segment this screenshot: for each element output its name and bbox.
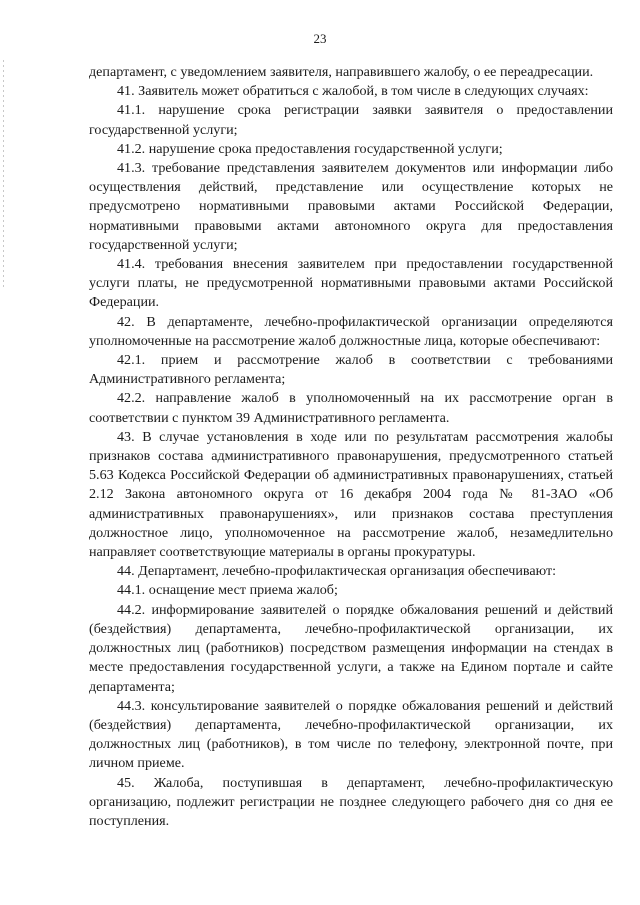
scan-edge-mark bbox=[3, 60, 4, 290]
paragraph-45: 45. Жалоба, поступившая в департамент, лечебно-профилактическую организацию, подлежит регистрации не позднее следующего рабочего дня со дня ее поступления. bbox=[89, 774, 613, 829]
paragraph-44-2: 44.2. информирование заявителей о порядке обжалования решений и действий (бездействия) департамента, лечебно-профилактической организации, их должностных лиц (работников) посредством размещения информации на стендах в месте предоставления государственной услуги, а также на Едином портале и сайте департамента; bbox=[89, 601, 613, 695]
paragraph-41-2: 41.2. нарушение срока предоставления государственной услуги; bbox=[117, 140, 503, 157]
paragraph-42-1: 42.1. прием и рассмотрение жалоб в соответствии с требованиями Административного регламента; bbox=[89, 352, 613, 388]
paragraph-41-1: 41.1. нарушение срока регистрации заявки заявителя о предоставлении государственной услуги; bbox=[89, 102, 613, 138]
paragraph-42-2: 42.2. направление жалоб в уполномоченный на их рассмотрение орган в соответствии с пунктом 39 Административного регламента. bbox=[89, 390, 613, 426]
paragraph-40-continuation: департамент, с уведомлением заявителя, направившего жалобу, о ее переадресации. bbox=[89, 64, 594, 80]
page-number: 23 bbox=[313, 31, 327, 46]
paragraph-44-1: 44.1. оснащение мест приема жалоб; bbox=[117, 582, 338, 599]
paragraph-43: 43. В случае установления в ходе или по результатам рассмотрения жалобы признаков состава административного правонарушения, предусмотренного статьей 5.63 Кодекса Российской Федерации об административных правонарушениях, статьей 2.12 Закона автономного округа от 16 декабря 2004 года № 81-ЗАО «Об административных правонарушениях», или признаков состава преступления должностное лицо, уполномоченное на рассмотрение жалоб, незамедлительно направляет соответствующие материалы в органы прокуратуры. bbox=[89, 428, 613, 561]
paragraph-44-3: 44.3. консультирование заявителей о порядке обжалования решений и действий (бездействия) департамента, лечебно-профилактической организации, их должностных лиц (работников), в том числе по телефону, электронной почте, при личном приеме. bbox=[89, 697, 613, 772]
paragraph-41-3: 41.3. требование представления заявителем документов или информации либо осуществления действий, представление или осуществление которых не предусмотрено нормативными правовыми актами Российской Федерации, нормативными правовыми актами автономного округа для предоставления государственной услуги; bbox=[89, 160, 613, 253]
paragraph-41-4: 41.4. требования внесения заявителем при предоставлении государственной услуги платы, не предусмотренной нормативными правовыми актами Российской Федерации. bbox=[89, 256, 613, 311]
paragraph-41: 41. Заявитель может обратиться с жалобой, в том числе в следующих случаях: bbox=[117, 83, 589, 100]
document-body bbox=[89, 63, 613, 831]
paragraph-42: 42. В департаменте, лечебно-профилактической организации определяются уполномоченные на рассмотрение жалоб должностные лица, которые обеспечивают: bbox=[89, 313, 613, 349]
paragraph-44: 44. Департамент, лечебно-профилактическая организация обеспечивают: bbox=[117, 563, 557, 580]
